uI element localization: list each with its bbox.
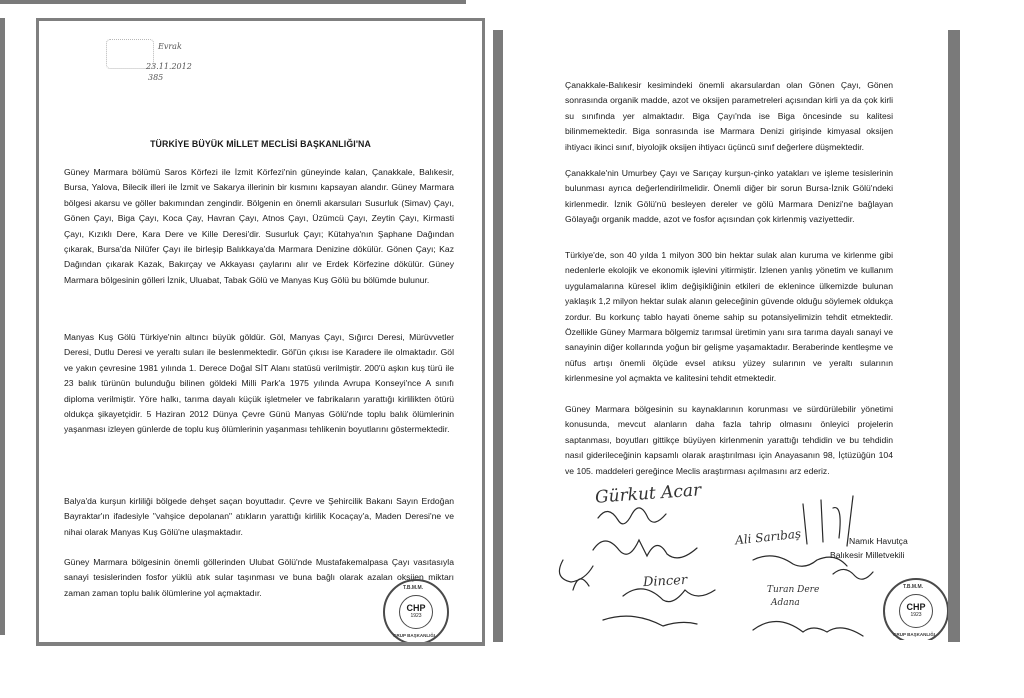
signature-8: [753, 621, 863, 636]
signature-5: [753, 556, 847, 566]
middle-edge-bar: [493, 30, 503, 642]
signature-1: [598, 508, 666, 524]
signature-6: [623, 589, 715, 602]
party-founding-year: 1923: [410, 613, 422, 619]
left-edge-bar: [0, 18, 5, 635]
signatory-title: Balıkesir Milletvekili: [830, 550, 905, 560]
handwritten-name-2: Ali Sarıbaş: [734, 526, 802, 548]
seal-right-center: [899, 594, 933, 628]
stamp-line-3: 385: [148, 73, 164, 82]
signature-2: [593, 540, 697, 558]
signature-4: [803, 496, 853, 546]
document-page-right: [503, 30, 948, 640]
receipt-stamp: [106, 39, 206, 87]
document-page-left: [36, 18, 485, 646]
signature-3: [559, 560, 593, 582]
party-seal-stamp: [383, 579, 449, 645]
signature-9: [833, 569, 873, 579]
paragraph-2: Manyas Kuş Gölü Türkiye'nin altıncı büyük göldür. Göl, Manyas Çayı, Sığırcı Deresi, Mürüvvetler Deresi, Dutlu Deresi ve yeraltı suları ile beslenmektedir. Göl'ün çıkısı ise Karadere ile olmaktadır. Göl ve yakın çevresine 1981 yılında 1. Derece Doğal SİT Alanı statüsü verilmiştir. 200'ü aşkın kuş türü ile 23 balık türünün bulunduğu bilinen göldeki Milli Park'a 1975 yılında Avrupa Konseyi'nce A sınıfı diploma verilmiştir. Yöre halkı, tarıma dayalı küçük işletmeler ve fabrikaların yarattığı kirlilikten ötürü oldukça şikayetçidir. 5 Haziran 2012 Dünya Çevre Günü Manyas Gölü'nde toplu balık ölümlerinin yaşanması izleyen günlerde de toplu kuş ölümlerinin yaşanması tehlikenin boyutlarını göstermektedir.: [64, 332, 454, 435]
stamp-line-2: 23.11.2012: [146, 62, 192, 71]
party-logo-text-right: CHP: [906, 602, 926, 612]
paragraph-7: Türkiye'de, son 40 yılda 1 milyon 300 bin hektar sulak alan kuruma ve kirlenme gibi nedenlerle ekolojik ve ekonomik işlevini yitirmiştir. İzlenen yanlış yönetim ve kullanım uygulamalarına küresel iklim değişikliğinin etkileri de eklenince ülkemizde bulunan yaklaşık 1,2 milyon hektar sulak alanın geleceğinin güvende olduğu söylemek oldukça zordur. Bu korkunç tablo hayati öneme sahip su potansiyelimizin tehdit etmektedir. Özellikle Güney Marmara bölgemiz tarımsal üretimin yanı sıra tarıma dayalı sanayi ve sanayinin diğer kollarında yoğun bir gelişme yaşamaktadır. Beraberinde kentleşme ve nüfus artışı önemli ölçüde evsel atıksu yüzey sularının ve yeraltı sularının kirlenmesine yol açmakta ve kalitesini tehdit etmektedir.: [565, 250, 893, 384]
handwritten-name-3: Turan Dere: [767, 585, 820, 595]
top-border-bar: [0, 0, 466, 4]
party-logo-text: CHP: [406, 603, 426, 613]
paragraph-8: Güney Marmara bölgesinin su kaynaklarının korunması ve sürdürülebilir yönetimi konusunda, mevcut alanların daha fazla tahrip olmasını önleyici projelerin saptanması, boyutları gittikçe büyüyen kirlenmenin yarattığı tehdidin ve bu tehdidin nasıl giderileceğinin kapsamlı olarak araştırılması için Anayasanın 98, İçtüzüğün 104 ve 105. maddeleri gereğince Meclis araştırması açılmasını arz ederiz.: [565, 404, 893, 476]
paragraph-6: Çanakkale'nin Umurbey Çayı ve Sarıçay kurşun-çinko yatakları ve işleme tesislerinin bulunması ayrıca değerlendirilmelidir. Önemli diğer bir sorun Bursa-İznik Gölü'ndeki kirlenmedir. İznik Gölü'nü besleyen dereler ve gölü Marmara Denizi'ne bağlayan Gölayağı organik madde, azot ve fosfor açısından çok kirlenmiş vaziyettedir.: [565, 168, 893, 225]
signature-7: [603, 616, 697, 626]
seal-ring-bottom: GRUP BAŞKANLIĞI: [393, 633, 436, 638]
paragraph-4: Güney Marmara bölgesinin önemli göllerinden Ulubat Gölü'nde Mustafakemalpasa Çayı vasıtasıyla sanayi tesislerinden fosfor yüklü atık sular taşınması ve buna bağlı olarak azalan oksijen miktarı zaman zaman toplu balık ölümlerine yol açmaktadır.: [64, 557, 454, 598]
stamp-line-1: Evrak: [158, 42, 182, 51]
party-founding-year-right: 1923: [910, 612, 922, 618]
seal-center: [399, 595, 433, 629]
paragraph-1: Güney Marmara bölümü Saros Körfezi ile İzmit Körfezi'nin güneyinde kalan, Çanakkale, Balıkesir, Bursa, Yalova, Bilecik illeri ile İzmit ve Sakarya illerinin bir kısmını kapsayan alandır. Güney Marmara bölgesi akarsu ve göller bakımından zengindir. Bölgenin en önemli akarsuları Susurluk (Simav) Çayı, Gönen Çayı, Biga Çayı, Koca Çay, Havran Çayı, Atnos Çayı, Üzümcü Çayı, Zeytin Çayı, Kirmasti Çayı, Kızıklı Dere, Kara Dere ve Kille Deresi'dir. Susurluk Çayı; Kütahya'nın Şaphane Dağından çıkarak, Bursa'da Nilüfer Çayı ile birleşip Balıkkaya'da Marmara Denizine dökülür. Gönen Çayı; Kaz Dağından çıkarak Kazak, Bakırçay ve Akkayası çaylarını alır ve Erdek Körfezine dökülür. Güney Marmara bölgesinin gölleri İznik, Uluabat, Tabak Gölü ve Manyas Kuş Gölü bu bölümde bulunur.: [64, 167, 454, 285]
seal-right-ring-top: T.B.M.M.: [903, 584, 923, 590]
paragraph-5: Çanakkale-Balıkesir kesimindeki önemli akarsulardan olan Gönen Çayı, Gönen sonrasında organik madde, azot ve oksijen parametreleri açısından kirli ya da çok kirli su sınıfında yer almaktadır. Biga Çayı'nda ise Biga öncesinde su kalitesi bilinmemektedir. Biga sonrasında ise Marmara Denizi girişinde kimyasal oksijen ihtiyacı ikinci sınıf, biyolojik oksijen ihtiyacı üçüncü sınıf değerlere düşmektedir.: [565, 80, 893, 152]
paragraph-3: Balya'da kurşun kirliliği bölgede dehşet saçan boyuttadır. Çevre ve Şehircilik Bakanı Sayın Erdoğan Bayraktar'ın ifadesiyle "vahşice depolanan" atıkların yarattığı kirlilik Kocaçay'a, Maden Deresi'ne ve nihai olarak Manyas Kuş Gölü'ne ulaşmaktadır.: [64, 496, 454, 537]
seal-right-ring-bottom: GRUP BAŞKANLIĞI: [893, 632, 936, 637]
signatory-name: Namık Havutça: [849, 536, 908, 546]
right-edge-bar: [948, 30, 960, 642]
signature-scribbles: [503, 30, 948, 640]
handwritten-name-5: Dincer: [642, 572, 688, 591]
handwritten-name-4: Adana: [771, 598, 800, 608]
document-title: TÜRKİYE BÜYÜK MİLLET MECLİSİ BAŞKANLIĞI'NA: [150, 139, 371, 149]
handwritten-name-1: Gürkut Acar: [594, 480, 702, 508]
party-seal-stamp-right: [883, 578, 948, 640]
seal-ring-top: T.B.M.M.: [403, 585, 423, 591]
